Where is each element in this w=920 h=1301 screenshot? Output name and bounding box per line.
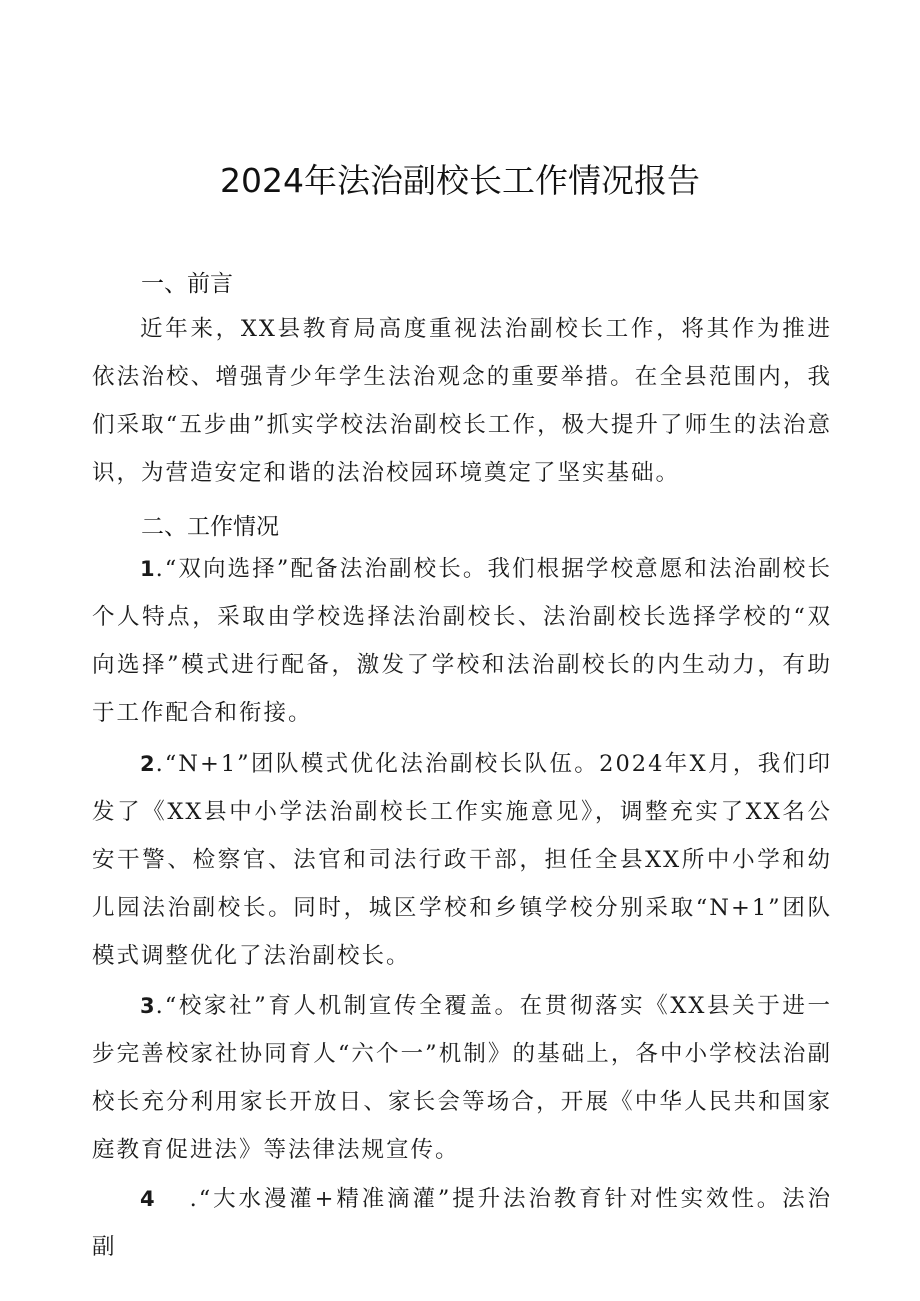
work-item-4-text: .“大水漫灌+精准滴灌”提升法治教育针对性实效性。法治副 <box>92 1186 832 1260</box>
work-item-3 <box>92 982 832 1174</box>
section-heading-preface: 一、前言 <box>141 271 233 297</box>
work-item-2 <box>92 740 832 980</box>
work-item-1-number: 1 <box>140 557 156 581</box>
work-item-2-text: .“N+1”团队模式优化法治副校长队伍。2024年X月，我们印发了《XX县中小学法治副校长工作实施意见》，调整充实了XX名公安干警、检察官、法官和司法行政干部，担任全县XX所中小学和幼儿园法治副校长。同时，城区学校和乡镇学校分别采取“N+1”团队模式调整优化了法治副校长。 <box>92 751 832 969</box>
work-item-1-text: .“双向选择”配备法治副校长。我们根据学校意愿和法治副校长个人特点，采取由学校选择法治副校长、法治副校长选择学校的“双向选择”模式进行配备，激发了学校和法治副校长的内生动力，有助于工作配合和衔接。 <box>92 556 832 726</box>
preface-paragraph: 近年来，XX县教育局高度重视法治副校长工作，将其作为推进依法治校、增强青少年学生法治观念的重要举措。在全县范围内，我们采取“五步曲”抓实学校法治副校长工作，极大提升了师生的法治意识，为营造安定和谐的法治校园环境奠定了坚实基础。 <box>92 316 832 486</box>
work-item-3-number: 3 <box>140 994 156 1018</box>
work-item-4-number: 4 <box>140 1187 156 1211</box>
work-item-4 <box>92 1175 832 1271</box>
work-item-3-text: .“校家社”育人机制宣传全覆盖。在贯彻落实《XX县关于进一步完善校家社协同育人“六个一”机制》的基础上，各中小学校法治副校长充分利用家长开放日、家长会等场合，开展《中华人民共和国家庭教育促进法》等法律法规宣传。 <box>92 993 832 1163</box>
document-title: 2024年法治副校长工作情况报告 <box>220 161 700 200</box>
work-item-1 <box>92 545 832 737</box>
section-heading-work-status: 二、工作情况 <box>141 514 279 540</box>
work-item-2-number: 2 <box>140 752 156 776</box>
